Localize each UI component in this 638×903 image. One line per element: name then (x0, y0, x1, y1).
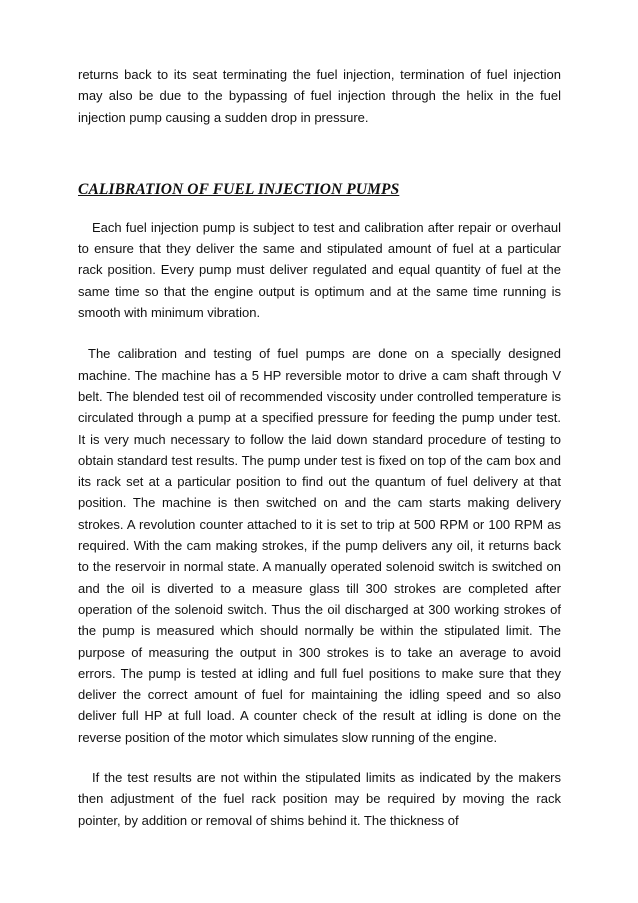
section-heading-wrap (78, 181, 561, 199)
paragraph-intro: Each fuel injection pump is subject to test and calibration after repair or overhaul to ensure that they deliver the same and stipulated amount of fuel at a particular rack position. Every pump must deliver regulated and equal quantity of fuel at the same time so that the engine output is optimum and at the same time running is smooth with minimum vibration. (78, 219, 561, 321)
document-page (78, 64, 561, 831)
paragraph-continued: returns back to its seat terminating the fuel injection, termination of fuel injection may also be due to the bypassing of fuel injection through the helix in the fuel injection pump causing a sudden drop in pressure. (78, 67, 561, 125)
section-heading: CALIBRATION OF FUEL INJECTION PUMPS (78, 180, 400, 198)
paragraph-adjustment: If the test results are not within the stipulated limits as indicated by the makers then adjustment of the fuel rack position may be required by moving the rack pointer, by addition or removal of shims behind it. The thickness of (78, 770, 561, 828)
paragraph-testing: The calibration and testing of fuel pumps are done on a specially designed machine. The machine has a 5 HP reversible motor to drive a cam shaft through V belt. The blended test oil of recommended viscosity under controlled temperature is circulated through a pump at a specified pressure for feeding the pump under test. It is very much necessary to follow the laid down standard procedure of testing to obtain standard test results. The pump under test is fixed on top of the cam box and its rack set at a particular position to find out the quantum of fuel delivery at that position. The machine is then switched on and the cam starts making delivery strokes. A revolution counter attached to it is set to trip at 500 RPM or 100 RPM as required. With the cam making strokes, if the pump delivers any oil, it returns back to the reservoir in normal state. A manually operated solenoid switch is switched on and the oil is diverted to a measure glass till 300 strokes are completed after operation of the solenoid switch. Thus the oil discharged at 300 working strokes of the pump is measured which should normally be within the stipulated limit. The purpose of measuring the output in 300 strokes is to take an average to avoid errors. The pump is tested at idling and full fuel positions to make sure that they deliver the correct amount of fuel for maintaining the idling speed and so also deliver full HP at full load. A counter check of the result at idling is done on the reverse position of the motor which simulates slow running of the engine. (78, 346, 561, 745)
